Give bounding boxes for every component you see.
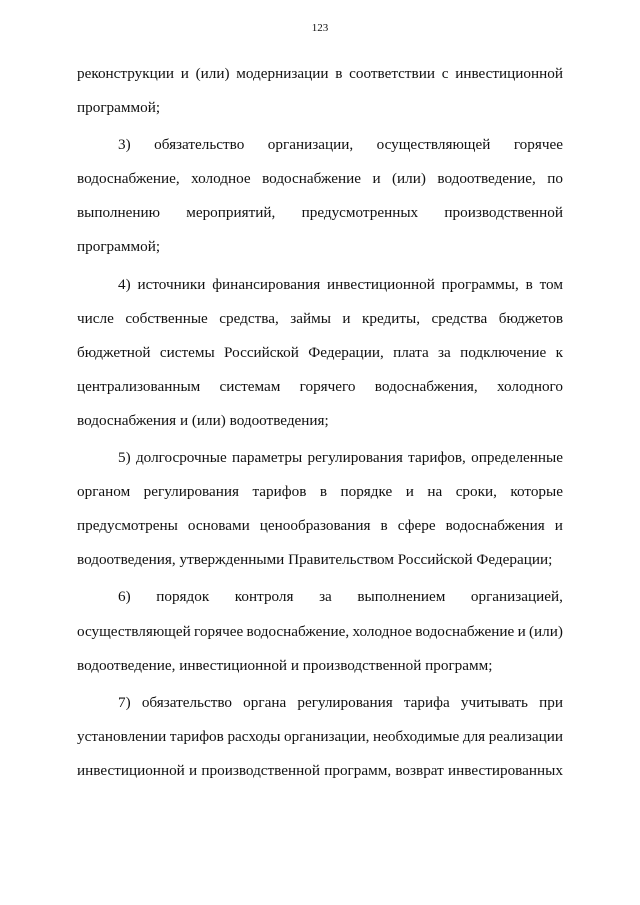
text-line: водоотведения, утвержденными Правительством Российской Федерации; [77,551,553,569]
text-line: программой; [77,238,161,256]
text-line: бюджетной системы Российской Федерации, плата за подключение к [77,343,563,361]
text-line: программой; [77,99,161,117]
text-line: 7) обязательство органа регулирования тарифа учитывать при [118,693,563,711]
text-line: инвестиционной и производственной программ, возврат инвестированных [77,761,563,779]
text-line: 6) порядок контроля за выполнением организацией, [118,588,563,606]
text-line: осуществляющей горячее водоснабжение, холодное водоснабжение и (или) [77,622,563,640]
text-line: 4) источники финансирования инвестиционной программы, в том [118,275,563,293]
text-line: реконструкции и (или) модернизации в соответствии с инвестиционной [77,65,563,82]
text-line: водоотведение, инвестиционной и производственной программ; [77,656,493,674]
text-line: централизованным системам горячего водоснабжения, холодного [77,377,563,395]
text-line: установлении тарифов расходы организации, необходимые для реализации [77,727,563,745]
page-number: 123 [311,22,329,34]
text-line: водоснабжения и (или) водоотведения; [77,411,329,429]
text-line: водоснабжение, холодное водоснабжение и (или) водоотведение, по [77,170,563,188]
text-line: 5) долгосрочные параметры регулирования тарифов, определенные [118,449,563,467]
text-line: выполнению мероприятий, предусмотренных производственной [77,204,563,222]
text-line: органом регулирования тарифов в порядке и на сроки, которые [77,483,563,501]
document-body [77,64,563,795]
text-line: числе собственные средства, займы и кредиты, средства бюджетов [77,309,563,327]
text-line: предусмотрены основами ценообразования в сфере водоснабжения и [77,517,563,535]
text-line: 3) обязательство организации, осуществляющей горячее [118,136,563,154]
